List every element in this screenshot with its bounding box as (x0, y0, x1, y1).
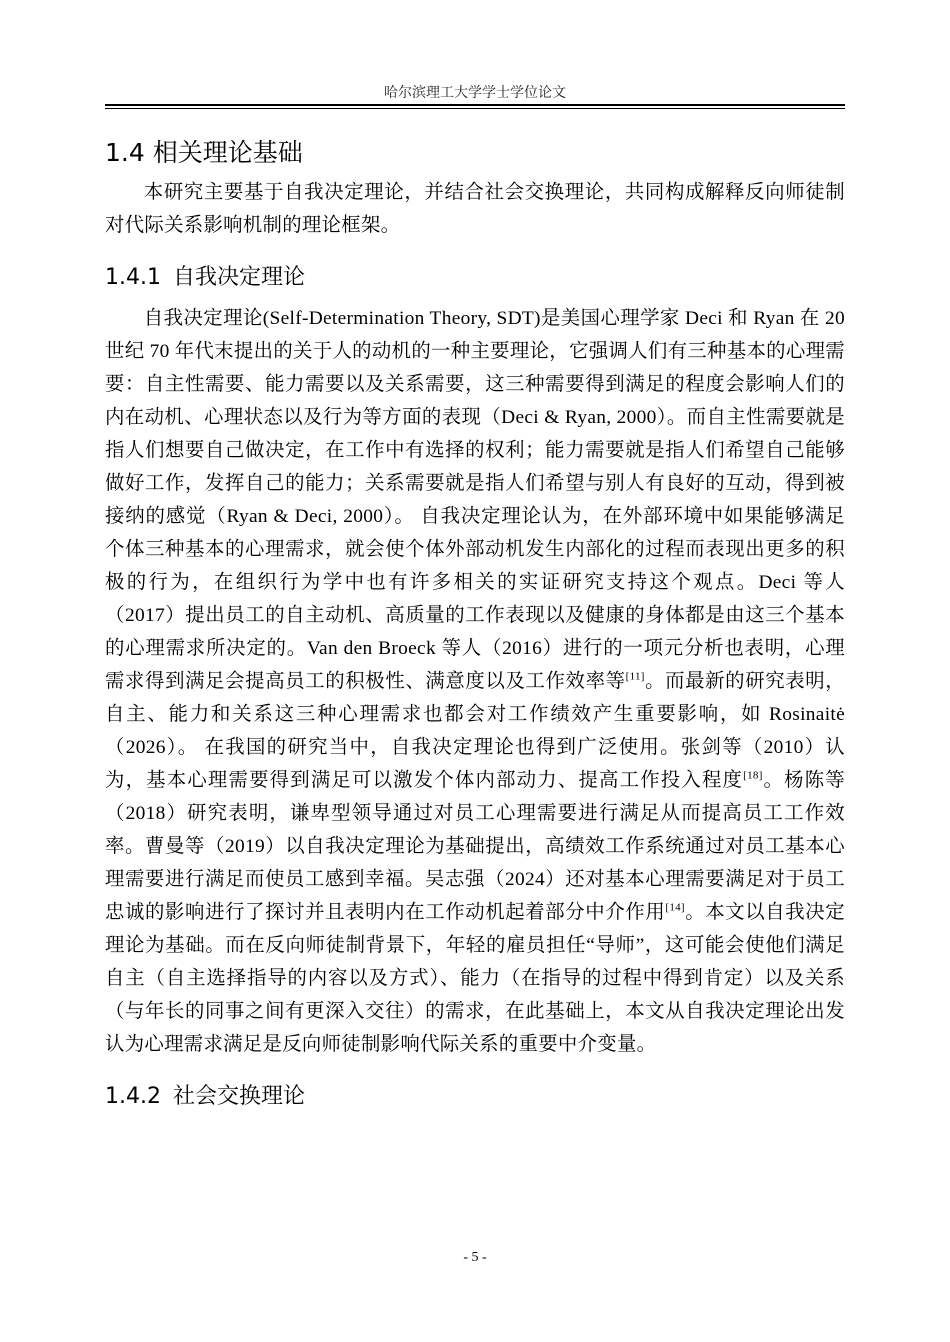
running-header: 哈尔滨理工大学学士学位论文 (384, 86, 566, 101)
subsection-heading-2 (105, 1079, 845, 1115)
subsection-title: 自我决定理论 (172, 265, 305, 290)
header-rule-thin (105, 108, 845, 109)
paragraph-text: 自我决定理论(Self-Determination Theory, SDT)是美国心理学家 Deci 和 Ryan 在 20 世纪 70 年代末提出的关于人的动机的一种主要理论，它强调人们有三种基本的心理需要：自主性需要、能力需要以及关系需要，这三种需要得到满足的程度会影响人们的内在动机、心理状态以及行为等方面的表现（Deci & Ryan, 2000）。而自主性需要就是指人们想要自己做决定，在工作中有选择的权利；能力需要就是指人们希望自己能够做好工作，发挥自己的能力；关系需要就是指人们希望与别人有良好的互动，得到被接纳的感觉（Ryan & Deci, 2000）。 自我决定理论认为，在外部环境中如果能够满足个体三种基本的心理需求，就会使个体外部动机发生内部化的过程而表现出更多的积极的行为，在组织行为学中也有许多相关的实证研究支持这个观点。Deci 等人（2017）提出员工的自主动机、高质量的工作表现以及健康的身体都是由这三个基本的心理需求所决定的。Van den Broeck 等人（2016）进行的一项元分析也表明，心理需求得到满足会提高员工的积极性、满意度以及工作效率等 (105, 308, 845, 692)
header-rule-thick (105, 104, 845, 106)
sdt-paragraph (105, 302, 845, 1061)
subsection-number: 1.4.2 (105, 1084, 161, 1109)
section-heading: 1.4 相关理论基础 (105, 138, 303, 167)
citation: [18] (743, 769, 763, 782)
citation: [14] (665, 901, 685, 914)
page-content (105, 126, 845, 1121)
paragraph-text: 。杨陈等（2018）研究表明，谦卑型领导通过对员工心理需要进行满足从而提高员工工作效率。曹曼等（2019）以自我决定理论为基础提出，高绩效工作系统通过对员工基本心理需要进行满足而使员工感到幸福。吴志强（2024）还对基本心理需要满足对于员工忠诚的影响进行了探讨并且表明内在工作动机起着部分中介作用 (105, 770, 845, 923)
section-intro-paragraph: 本研究主要基于自我决定理论，并结合社会交换理论，共同构成解释反向师徒制对代际关系影响机制的理论框架。 (105, 182, 845, 236)
subsection-title: 社会交换理论 (172, 1084, 305, 1109)
citation: [11] (625, 670, 645, 683)
subsection-heading-1 (105, 260, 845, 296)
paragraph-text: 。本文以自我决定理论为基础。而在反向师徒制背景下，年轻的雇员担任“导师”，这可能会使他们满足自主（自主选择指导的内容以及方式）、能力（在指导的过程中得到肯定）以及关系（与年长的同事之间有更深入交往）的需求，在此基础上，本文从自我决定理论出发认为心理需求满足是反向师徒制影响代际关系的重要中介变量。 (105, 902, 845, 1055)
page-number: - 5 - (463, 1250, 487, 1265)
subsection-number: 1.4.1 (105, 265, 161, 290)
paragraph-text: 。而最新的研究表明，自主、能力和关系这三种心理需求也都会对工作绩效产生重要影响，如 Rosinaitė（2026）。 在我国的研究当中，自我决定理论也得到广泛使用。张剑等（2010）认为，基本心理需要得到满足可以激发个体内部动力、提高工作投入程度 (105, 671, 845, 791)
